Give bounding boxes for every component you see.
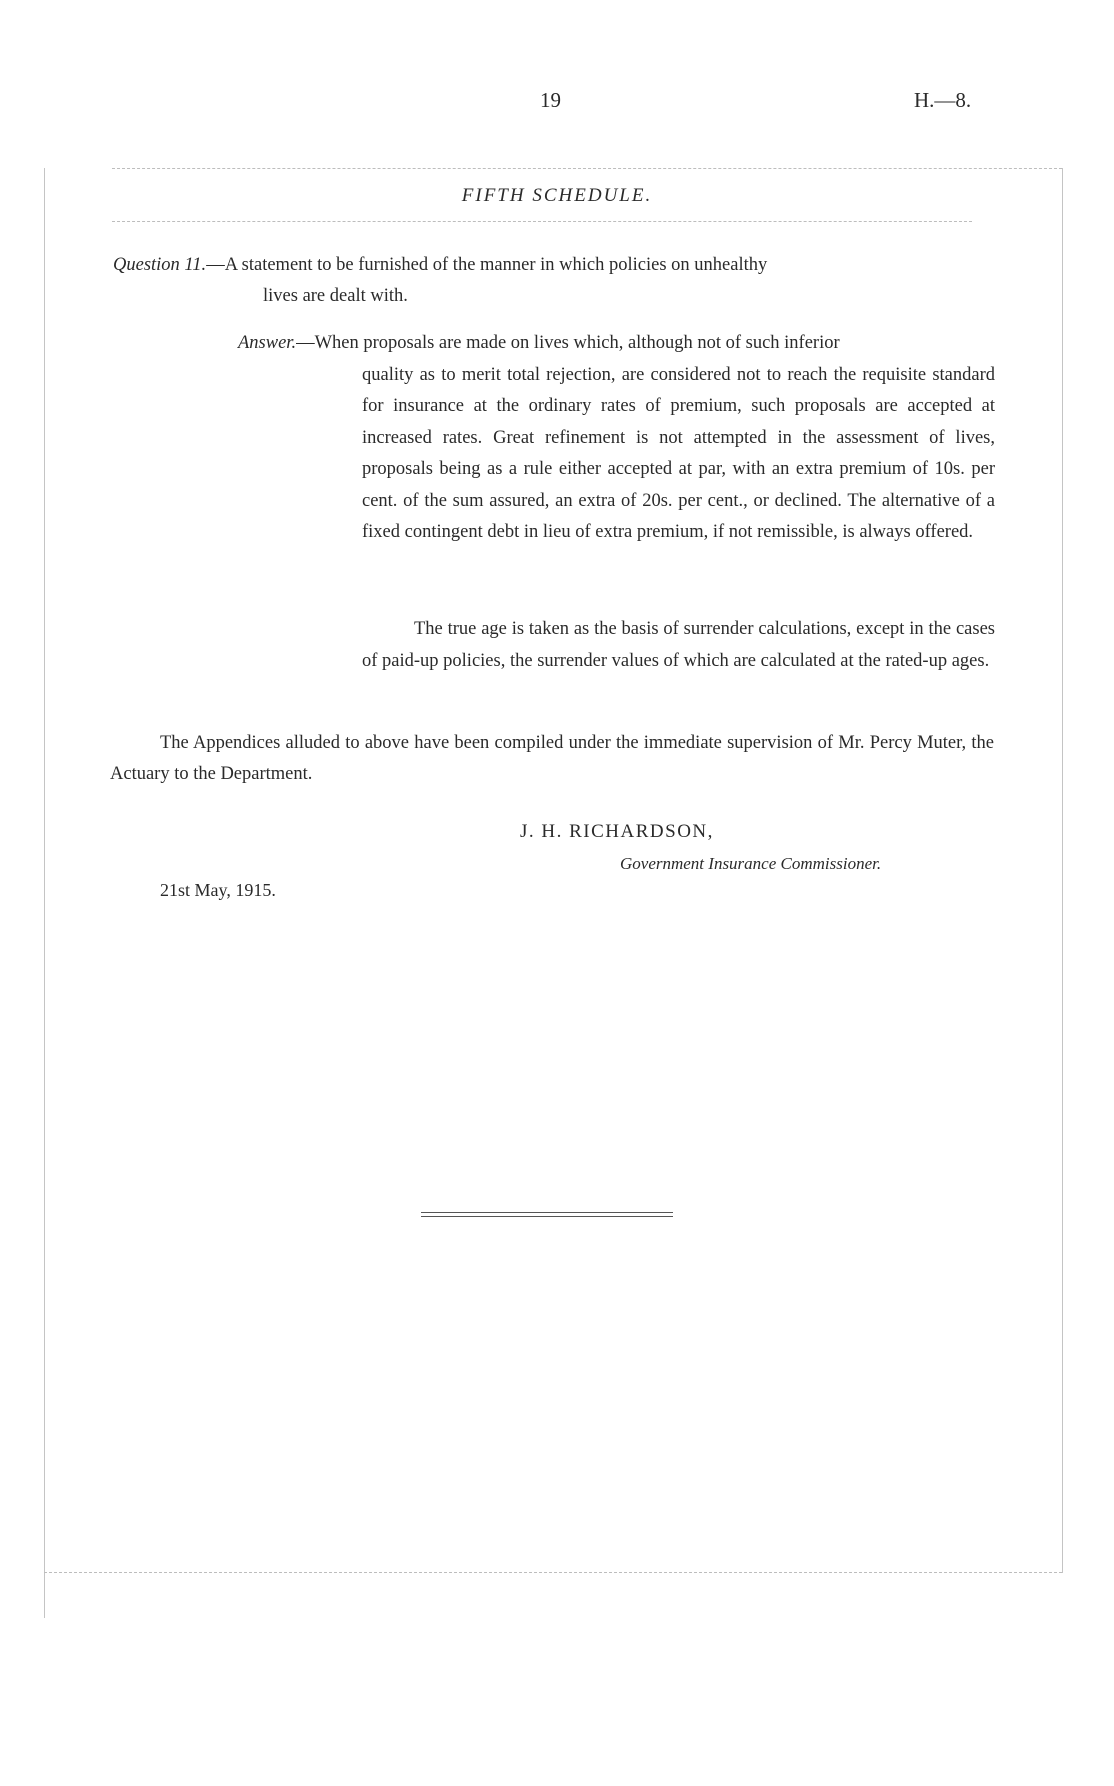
frame-right-line [1062,168,1063,1573]
question-first-line [113,250,993,281]
answer-block [238,328,995,549]
frame-top-rule [112,168,1062,169]
answer-paragraph-2: The true age is taken as the basis of surrender calculations, except in the cases of paid-up policies, the surrender values of which are calculated at the rated-up ages. [362,619,995,671]
document-reference: H.—8. [914,88,972,112]
frame-left-line [44,168,45,1618]
signature-name: J. H. RICHARDSON, [520,821,714,842]
question-block [113,250,993,312]
question-text: —A statement to be furnished of the manner in which policies on unhealthy [206,255,768,275]
signature-title: Government Insurance Commissioner. [620,854,882,873]
answer-continuation: quality as to merit total rejection, are considered not to reach the requisite standard for insurance at the ordinary rates of premium, such proposals are accepted at increased rates. Great refinement is not attempted in the assessment of lives, proposals being as a rule either accepted at par, with an extra premium of 10s. per cent. of the sum assured, an extra of 20s. per cent., or declined. The alternative of a fixed contingent debt in lieu of extra premium, if not remissible, is always offered. [362,364,995,542]
title-underline-rule [112,221,972,222]
date: 21st May, 1915. [160,880,276,900]
question-continuation: lives are dealt with. [263,286,408,306]
schedule-title: FIFTH SCHEDULE. [461,185,653,206]
answer-first-text: —When proposals are made on lives which, although not of such inferior [296,333,840,353]
appendices-note: The Appendices alluded to above have been compiled under the immediate supervision of Mr. Percy Muter, the Actuary to the Department. [110,733,994,784]
answer-lead: Answer. [238,333,297,353]
question-lead: Question 11. [113,255,207,275]
frame-bottom-rule [44,1572,1062,1573]
answer-first-line [238,328,995,360]
end-rule-bottom [421,1216,673,1217]
page-number: 19 [540,88,561,112]
end-rule-top [421,1212,673,1213]
